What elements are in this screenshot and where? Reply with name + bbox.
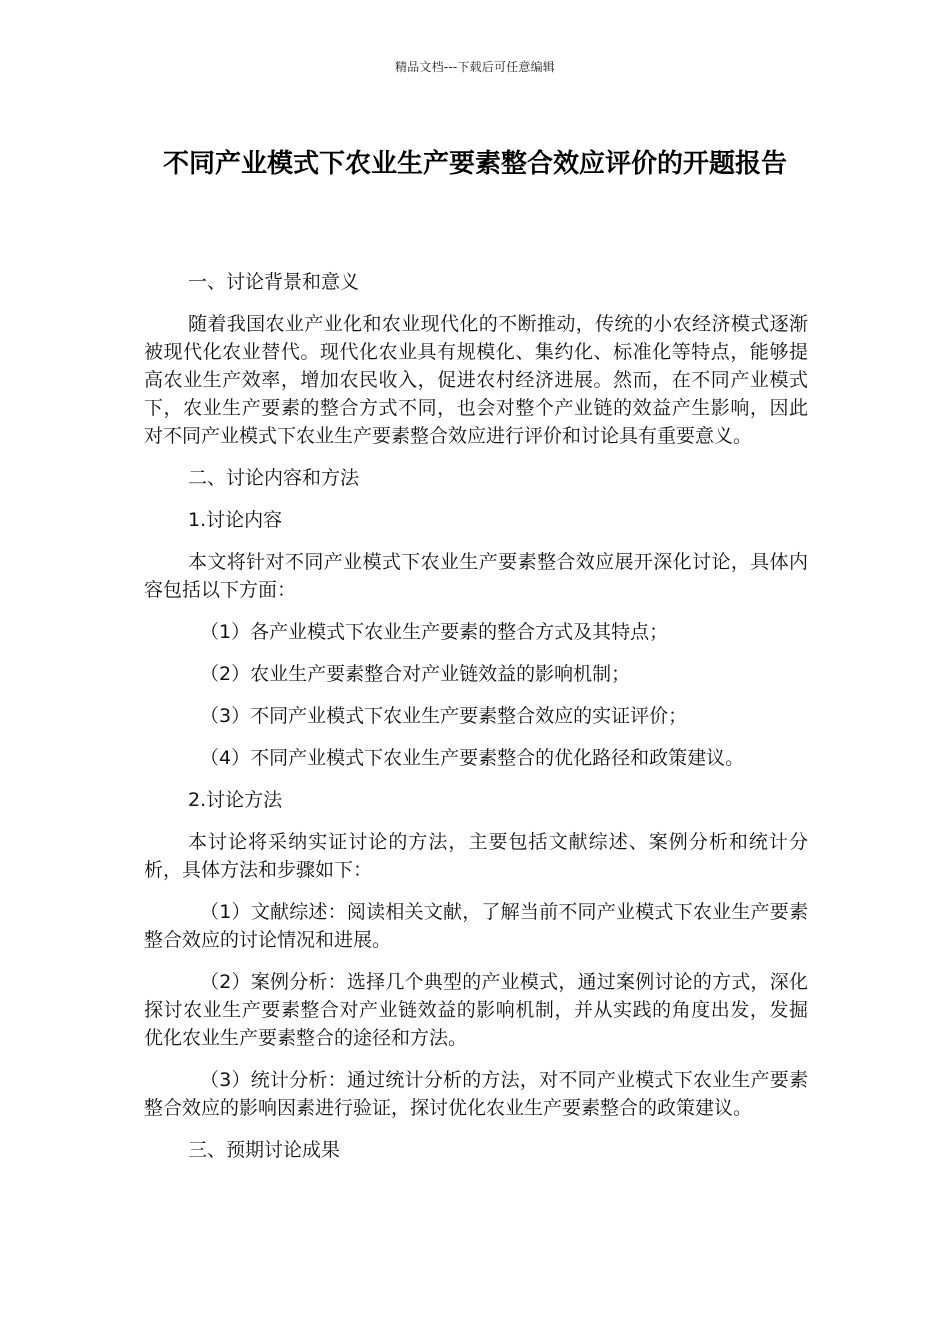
subheading-method: 2.讨论方法	[188, 789, 283, 811]
content-item-4: （4）不同产业模式下农业生产要素整合的优化路径和政策建议。	[200, 747, 745, 769]
method-item-1: （1）文献综述：阅读相关文献，了解当前不同产业模式下农业生产要素整合效应的讨论情况和进展。	[144, 901, 808, 951]
subheading-content: 1.讨论内容	[188, 509, 283, 531]
document-title: 不同产业模式下农业生产要素整合效应评价的开题报告	[162, 149, 787, 179]
header-note: 精品文档---下载后可任意编辑	[395, 60, 555, 74]
method-item-3: （3）统计分析：通过统计分析的方法，对不同产业模式下农业生产要素整合效应的影响因素进行验证，探讨优化农业生产要素整合的政策建议。	[144, 1069, 808, 1119]
section-heading-3: 三、预期讨论成果	[188, 1139, 341, 1161]
content-item-2: （2）农业生产要素整合对产业链效益的影响机制；	[200, 663, 631, 685]
method-intro-paragraph: 本讨论将采纳实证讨论的方法，主要包括文献综述、案例分析和统计分析，具体方法和步骤如下：	[144, 831, 808, 881]
document-body	[144, 268, 808, 1178]
method-item-2: （2）案例分析：选择几个典型的产业模式，通过案例讨论的方式，深化探讨农业生产要素整合对产业链效益的影响机制，并从实践的角度出发，发掘优化农业生产要素整合的途径和方法。	[144, 971, 808, 1049]
section-heading-1: 一、讨论背景和意义	[188, 271, 360, 293]
background-paragraph: 随着我国农业产业化和农业现代化的不断推动，传统的小农经济模式逐渐被现代化农业替代。现代化农业具有规模化、集约化、标准化等特点，能够提高农业生产效率，增加农民收入，促进农村经济进展。然而，在不同产业模式下，农业生产要素的整合方式不同，也会对整个产业链的效益产生影响，因此对不同产业模式下农业生产要素整合效应进行评价和讨论具有重要意义。	[144, 313, 808, 447]
content-item-1: （1）各产业模式下农业生产要素的整合方式及其特点；	[200, 621, 669, 643]
content-item-3: （3）不同产业模式下农业生产要素整合效应的实证评价；	[200, 705, 688, 727]
content-intro-paragraph: 本文将针对不同产业模式下农业生产要素整合效应展开深化讨论，具体内容包括以下方面：	[144, 551, 808, 601]
section-heading-2: 二、讨论内容和方法	[188, 467, 360, 489]
